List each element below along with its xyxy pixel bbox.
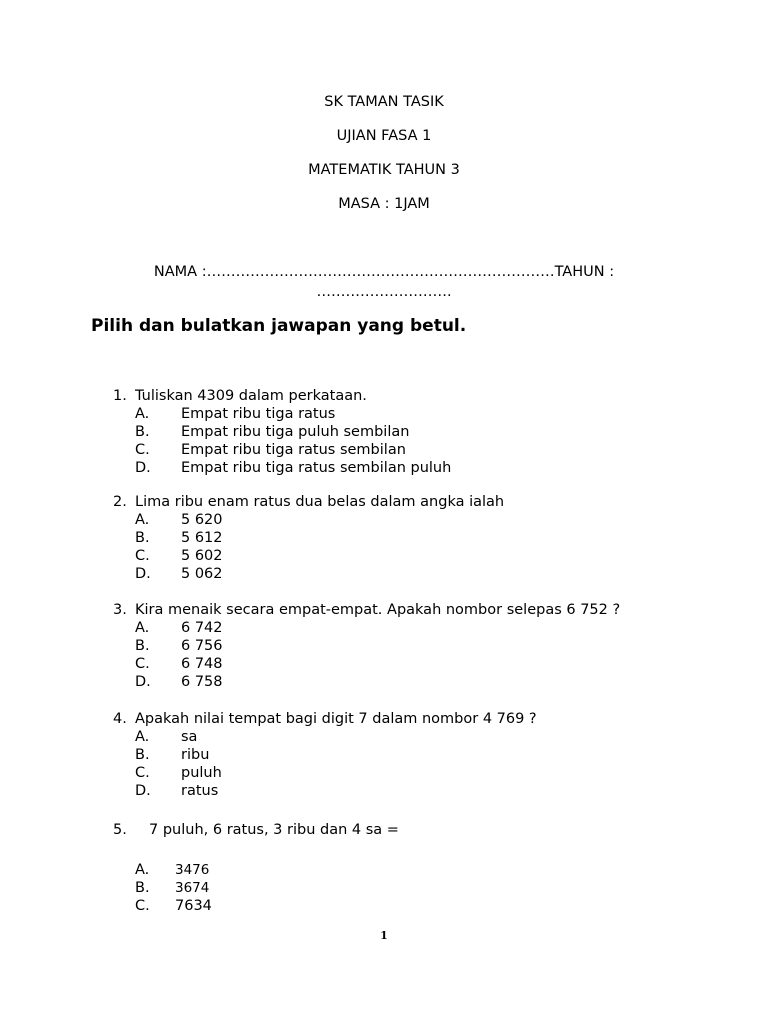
option-text: 5 602 xyxy=(181,548,223,564)
option-letter: C. xyxy=(135,898,150,914)
option-text: 6 742 xyxy=(181,620,223,636)
option-letter: C. xyxy=(135,656,150,672)
question-text: Lima ribu enam ratus dua belas dalam angka ialah xyxy=(135,494,505,510)
option-text: 6 758 xyxy=(181,674,223,690)
option-text: Empat ribu tiga puluh sembilan xyxy=(181,424,410,440)
subject-title: MATEMATIK TAHUN 3 xyxy=(308,162,460,178)
question-text: Kira menaik secara empat-empat. Apakah nombor selepas 6 752 ? xyxy=(135,602,621,618)
option-text: 6 748 xyxy=(181,656,223,672)
option-letter: C. xyxy=(135,548,150,564)
question-text: 7 puluh, 6 ratus, 3 ribu dan 4 sa = xyxy=(149,822,399,838)
option-letter: C. xyxy=(135,765,150,781)
option-letter: B. xyxy=(135,424,150,440)
instruction: Pilih dan bulatkan jawapan yang betul. xyxy=(91,316,467,336)
question-number: 3. xyxy=(113,602,127,618)
option-letter: B. xyxy=(135,747,150,763)
exam-title: UJIAN FASA 1 xyxy=(336,128,432,144)
option-letter: D. xyxy=(135,783,151,799)
option-text: 7634 xyxy=(175,898,212,914)
option-letter: A. xyxy=(135,620,150,636)
option-text: 6 756 xyxy=(181,638,223,654)
option-letter: A. xyxy=(135,512,150,528)
question-text: Tuliskan 4309 dalam perkataan. xyxy=(135,388,367,404)
option-letter: B. xyxy=(135,638,150,654)
exam-duration: MASA : 1JAM xyxy=(338,196,430,212)
option-text: 5 612 xyxy=(181,530,223,546)
option-text: puluh xyxy=(181,765,222,781)
name-field-line-continued: ………………………. xyxy=(316,284,452,300)
option-letter: B. xyxy=(135,880,150,896)
question-text: Apakah nilai tempat bagi digit 7 dalam nombor 4 769 ? xyxy=(135,711,537,727)
option-letter: D. xyxy=(135,566,151,582)
option-letter: D. xyxy=(135,460,151,476)
option-letter: A. xyxy=(135,729,150,745)
option-letter: A. xyxy=(135,862,150,878)
school-name: SK TAMAN TASIK xyxy=(324,94,444,110)
question-number: 1. xyxy=(113,388,127,404)
option-text: ribu xyxy=(181,747,210,763)
option-letter: B. xyxy=(135,530,150,546)
option-text: 3476 xyxy=(175,862,210,878)
name-field-line: NAMA :………………………………………………………………TAHUN : xyxy=(153,264,615,280)
option-text: Empat ribu tiga ratus sembilan puluh xyxy=(181,460,452,476)
option-text: sa xyxy=(181,729,198,745)
page-number: 1 xyxy=(380,929,388,942)
option-letter: D. xyxy=(135,674,151,690)
option-letter: C. xyxy=(135,442,150,458)
option-text: 5 062 xyxy=(181,566,223,582)
question-number: 5. xyxy=(113,822,127,838)
option-text: Empat ribu tiga ratus xyxy=(181,406,336,422)
question-number: 4. xyxy=(113,711,127,727)
option-letter: A. xyxy=(135,406,150,422)
option-text: 3674 xyxy=(175,880,210,896)
question-number: 2. xyxy=(113,494,127,510)
option-text: ratus xyxy=(181,783,219,799)
option-text: Empat ribu tiga ratus sembilan xyxy=(181,442,406,458)
option-text: 5 620 xyxy=(181,512,223,528)
